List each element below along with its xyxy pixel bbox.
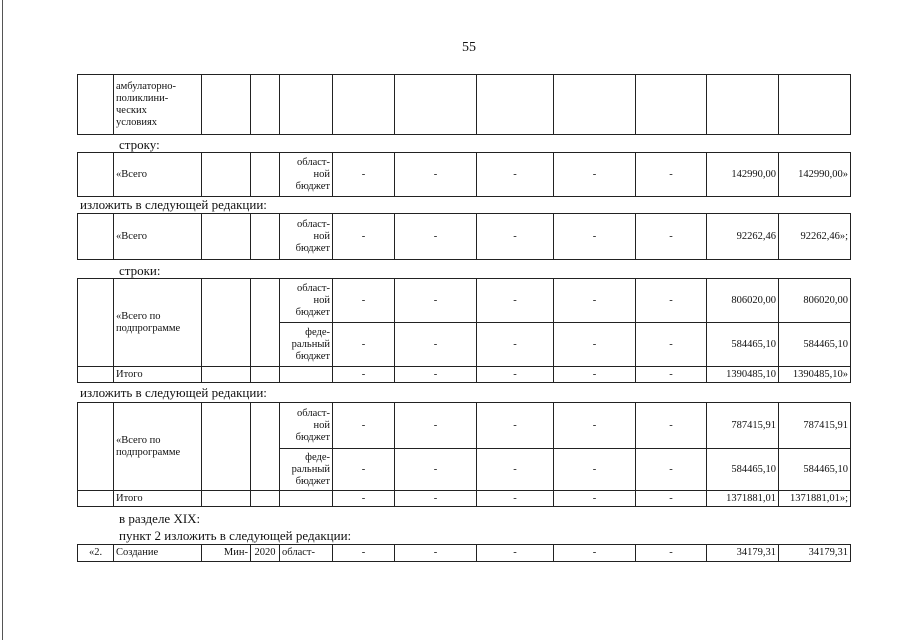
page-number: 55 xyxy=(462,40,476,55)
dash-cell: - xyxy=(477,279,554,323)
cell-empty xyxy=(78,279,114,367)
value-cell: 34179,31 xyxy=(707,545,779,562)
cell-empty xyxy=(395,75,477,135)
item-number-cell: «2. xyxy=(78,545,114,562)
dash-cell: - xyxy=(395,279,477,323)
cell-empty xyxy=(202,214,251,260)
dash-cell: - xyxy=(636,545,707,562)
total-value-cell: 1390485,10» xyxy=(779,367,851,383)
dash-cell: - xyxy=(636,449,707,491)
table-block-1 xyxy=(77,74,851,135)
dash-cell: - xyxy=(554,153,636,197)
funding-source-cell: област- ной бюджет xyxy=(280,279,333,323)
row-name-cell: Создание xyxy=(114,545,202,562)
row-name-cell: «Всего xyxy=(114,214,202,260)
dash-cell: - xyxy=(333,153,395,197)
funding-source-cell: област- ной бюджет xyxy=(280,214,333,260)
dash-cell: - xyxy=(333,323,395,367)
dash-cell: - xyxy=(636,367,707,383)
dash-cell: - xyxy=(554,323,636,367)
row-name-cell: «Всего по подпрограмме xyxy=(114,279,202,367)
cell-empty xyxy=(251,403,280,491)
cell-empty xyxy=(202,279,251,367)
total-value-cell: 1390485,10 xyxy=(707,367,779,383)
dash-cell: - xyxy=(636,403,707,449)
value-cell: 142990,00 xyxy=(707,153,779,197)
cell-empty xyxy=(477,75,554,135)
table-block-5 xyxy=(77,402,851,507)
dash-cell: - xyxy=(554,491,636,507)
cell-empty xyxy=(78,214,114,260)
dash-cell: - xyxy=(477,214,554,260)
cell-empty xyxy=(78,403,114,491)
dash-cell: - xyxy=(636,491,707,507)
value-cell: 787415,91 xyxy=(707,403,779,449)
dash-cell: - xyxy=(477,491,554,507)
value-cell: 584465,10 xyxy=(779,323,851,367)
year-cell: 2020 xyxy=(251,545,280,562)
funding-source-cell: феде- ральный бюджет xyxy=(280,449,333,491)
cell-empty xyxy=(251,153,280,197)
cell-empty xyxy=(280,491,333,507)
value-cell: 584465,10 xyxy=(707,449,779,491)
name-line: условиях xyxy=(116,116,158,128)
dash-cell: - xyxy=(636,323,707,367)
dash-cell: - xyxy=(477,367,554,383)
cell-empty xyxy=(251,75,280,135)
dash-cell: - xyxy=(636,214,707,260)
dash-cell: - xyxy=(395,323,477,367)
total-value-cell: 1371881,01 xyxy=(707,491,779,507)
instruction-text: строку: xyxy=(119,137,160,152)
table-block-3 xyxy=(77,213,851,260)
row-name-cell: «Всего по подпрограмме xyxy=(114,403,202,491)
value-cell: 92262,46 xyxy=(707,214,779,260)
dash-cell: - xyxy=(477,323,554,367)
dash-cell: - xyxy=(333,214,395,260)
cell-empty xyxy=(202,367,251,383)
dash-cell: - xyxy=(333,545,395,562)
funding-source-cell: област- ной бюджет xyxy=(280,403,333,449)
funding-source-cell: област- ной бюджет xyxy=(280,153,333,197)
funding-source-cell: феде- ральный бюджет xyxy=(280,323,333,367)
total-value-cell: 1371881,01»; xyxy=(779,491,851,507)
cell-empty xyxy=(707,75,779,135)
cell-empty xyxy=(202,75,251,135)
dash-cell: - xyxy=(636,279,707,323)
dash-cell: - xyxy=(395,545,477,562)
cell-empty xyxy=(251,214,280,260)
cell-empty xyxy=(202,491,251,507)
dash-cell: - xyxy=(395,153,477,197)
executor-cell: Мин- xyxy=(202,545,251,562)
value-cell: 806020,00 xyxy=(779,279,851,323)
instruction-text: изложить в следующей редакции: xyxy=(80,385,267,400)
total-label-cell: Итого xyxy=(114,367,202,383)
dash-cell: - xyxy=(333,279,395,323)
cell-empty xyxy=(333,75,395,135)
row-name-cell xyxy=(114,75,202,135)
cell-empty xyxy=(636,75,707,135)
value-cell: 806020,00 xyxy=(707,279,779,323)
dash-cell: - xyxy=(554,214,636,260)
cell-empty xyxy=(251,367,280,383)
cell-empty xyxy=(78,75,114,135)
name-line: поликлини- xyxy=(116,92,169,104)
value-cell: 34179,31 xyxy=(779,545,851,562)
row-name-cell: «Всего xyxy=(114,153,202,197)
instruction-text: пункт 2 изложить в следующей редакции: xyxy=(119,528,352,543)
cell-empty xyxy=(202,403,251,491)
dash-cell: - xyxy=(395,491,477,507)
value-cell: 584465,10 xyxy=(779,449,851,491)
section-heading-text: в разделе XIX: xyxy=(119,511,201,526)
name-line: ческих xyxy=(116,104,147,116)
dash-cell: - xyxy=(554,449,636,491)
dash-cell: - xyxy=(554,545,636,562)
dash-cell: - xyxy=(477,153,554,197)
instruction-text: строки: xyxy=(119,263,161,278)
cell-empty xyxy=(78,153,114,197)
table-block-2 xyxy=(77,152,851,197)
name-line: амбулаторно- xyxy=(116,80,176,92)
cell-empty xyxy=(280,367,333,383)
value-cell: 787415,91 xyxy=(779,403,851,449)
table-block-4 xyxy=(77,278,851,383)
dash-cell: - xyxy=(333,449,395,491)
value-cell: 584465,10 xyxy=(707,323,779,367)
table-block-6 xyxy=(77,544,851,562)
value-cell: 142990,00» xyxy=(779,153,851,197)
total-label-cell: Итого xyxy=(114,491,202,507)
dash-cell: - xyxy=(333,491,395,507)
funding-source-cell: област- xyxy=(280,545,333,562)
dash-cell: - xyxy=(477,449,554,491)
dash-cell: - xyxy=(554,403,636,449)
dash-cell: - xyxy=(554,279,636,323)
cell-empty xyxy=(251,279,280,367)
dash-cell: - xyxy=(333,403,395,449)
cell-empty xyxy=(202,153,251,197)
dash-cell: - xyxy=(333,367,395,383)
dash-cell: - xyxy=(395,403,477,449)
cell-empty xyxy=(280,75,333,135)
value-cell: 92262,46»; xyxy=(779,214,851,260)
dash-cell: - xyxy=(395,367,477,383)
cell-empty xyxy=(78,491,114,507)
cell-empty xyxy=(779,75,851,135)
cell-empty xyxy=(554,75,636,135)
dash-cell: - xyxy=(554,367,636,383)
dash-cell: - xyxy=(477,403,554,449)
cell-empty xyxy=(78,367,114,383)
dash-cell: - xyxy=(636,153,707,197)
instruction-text: изложить в следующей редакции: xyxy=(80,197,267,212)
dash-cell: - xyxy=(395,449,477,491)
page-edge-line xyxy=(2,0,3,640)
dash-cell: - xyxy=(395,214,477,260)
cell-empty xyxy=(251,491,280,507)
dash-cell: - xyxy=(477,545,554,562)
